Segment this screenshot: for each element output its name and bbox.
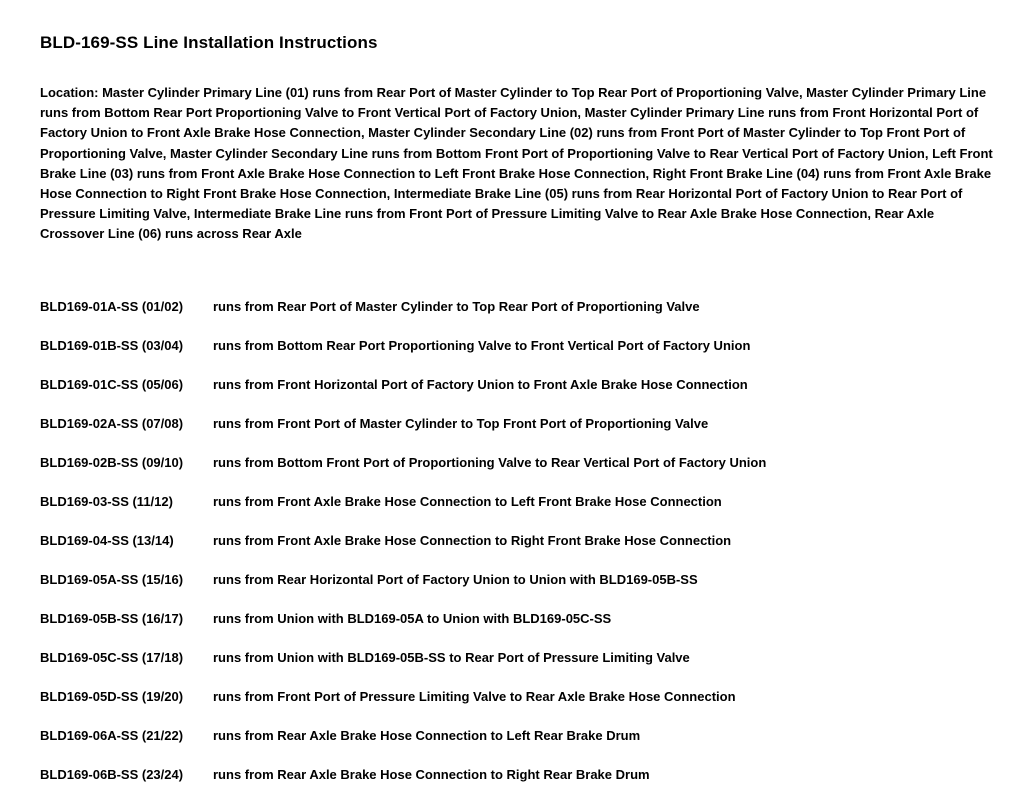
line-item bbox=[40, 765, 995, 785]
part-number: BLD169-02A-SS (07/08) bbox=[40, 415, 184, 431]
line-item bbox=[40, 609, 995, 629]
line-description: runs from Rear Horizontal Port of Factory Union to Union with BLD169-05B-SS bbox=[213, 571, 698, 587]
line-item bbox=[40, 492, 995, 512]
line-description: runs from Front Axle Brake Hose Connection to Right Front Brake Hose Connection bbox=[213, 532, 732, 548]
line-description: runs from Bottom Front Port of Proportioning Valve to Rear Vertical Port of Factory Union bbox=[213, 454, 767, 470]
part-number: BLD169-05A-SS (15/16) bbox=[40, 571, 184, 587]
line-description: runs from Rear Axle Brake Hose Connection to Right Rear Brake Drum bbox=[213, 766, 650, 782]
line-description: runs from Rear Axle Brake Hose Connection to Left Rear Brake Drum bbox=[213, 727, 641, 743]
line-item bbox=[40, 336, 995, 356]
line-item bbox=[40, 648, 995, 668]
part-number: BLD169-03-SS (11/12) bbox=[40, 493, 173, 509]
line-description: runs from Rear Port of Master Cylinder to Top Rear Port of Proportioning Valve bbox=[213, 298, 700, 314]
line-item bbox=[40, 375, 995, 395]
line-description: runs from Union with BLD169-05A to Union with BLD169-05C-SS bbox=[213, 610, 612, 626]
line-item bbox=[40, 687, 995, 707]
line-item bbox=[40, 297, 995, 317]
page-title: BLD-169-SS Line Installation Instructions bbox=[40, 33, 378, 52]
part-number: BLD169-05B-SS (16/17) bbox=[40, 610, 184, 626]
line-item bbox=[40, 453, 995, 473]
part-number: BLD169-05D-SS (19/20) bbox=[40, 688, 184, 704]
line-description: runs from Front Port of Pressure Limiting Valve to Rear Axle Brake Hose Connection bbox=[213, 688, 736, 704]
part-number: BLD169-01C-SS (05/06) bbox=[40, 376, 184, 392]
part-number: BLD169-06B-SS (23/24) bbox=[40, 766, 184, 782]
line-description: runs from Front Horizontal Port of Factory Union to Front Axle Brake Hose Connection bbox=[213, 376, 748, 392]
line-description: runs from Front Axle Brake Hose Connection to Left Front Brake Hose Connection bbox=[213, 493, 722, 509]
line-description: runs from Union with BLD169-05B-SS to Rear Port of Pressure Limiting Valve bbox=[213, 649, 690, 665]
part-number: BLD169-02B-SS (09/10) bbox=[40, 454, 184, 470]
part-number: BLD169-04-SS (13/14) bbox=[40, 532, 174, 548]
line-item bbox=[40, 531, 995, 551]
line-item bbox=[40, 570, 995, 590]
line-item bbox=[40, 726, 995, 746]
part-number: BLD169-01A-SS (01/02) bbox=[40, 298, 184, 314]
line-description: runs from Bottom Rear Port Proportioning Valve to Front Vertical Port of Factory Union bbox=[213, 337, 751, 353]
location-paragraph: Location: Master Cylinder Primary Line (01) runs from Rear Port of Master Cylinder to Top Rear Port of Proportioning Valve, Master Cylinder Primary Line runs from Bottom Rear Port Proportioning Valve to Front Vertical Port of Factory Union, Master Cylinder Primary Line runs from Front Horizontal Port of Factory Union to Front Axle Brake Hose Connection, Master Cylinder Secondary Line (02) runs from Front Port of Master Cylinder to Top Front Port of Proportioning Valve, Master Cylinder Secondary Line runs from Bottom Front Port of Proportioning Valve to Rear Vertical Port of Factory Union, Left Front Brake Line (03) runs from Front Axle Brake Hose Connection to Left Front Brake Hose Connection, Right Front Brake Line (04) runs from Front Axle Brake Hose Connection to Right Front Brake Hose Connection, Intermediate Brake Line (05) runs from Rear Horizontal Port of Factory Union to Rear Port of Pressure Limiting Valve, Intermediate Brake Line runs from Front Port of Pressure Limiting Valve to Rear Axle Brake Hose Connection, Rear Axle Crossover Line (06) runs across Rear Axle bbox=[40, 85, 993, 242]
line-description: runs from Front Port of Master Cylinder to Top Front Port of Proportioning Valve bbox=[213, 415, 709, 431]
part-number: BLD169-01B-SS (03/04) bbox=[40, 337, 184, 353]
part-number: BLD169-06A-SS (21/22) bbox=[40, 727, 184, 743]
line-item bbox=[40, 414, 995, 434]
part-number: BLD169-05C-SS (17/18) bbox=[40, 649, 184, 665]
line-list bbox=[40, 297, 995, 785]
